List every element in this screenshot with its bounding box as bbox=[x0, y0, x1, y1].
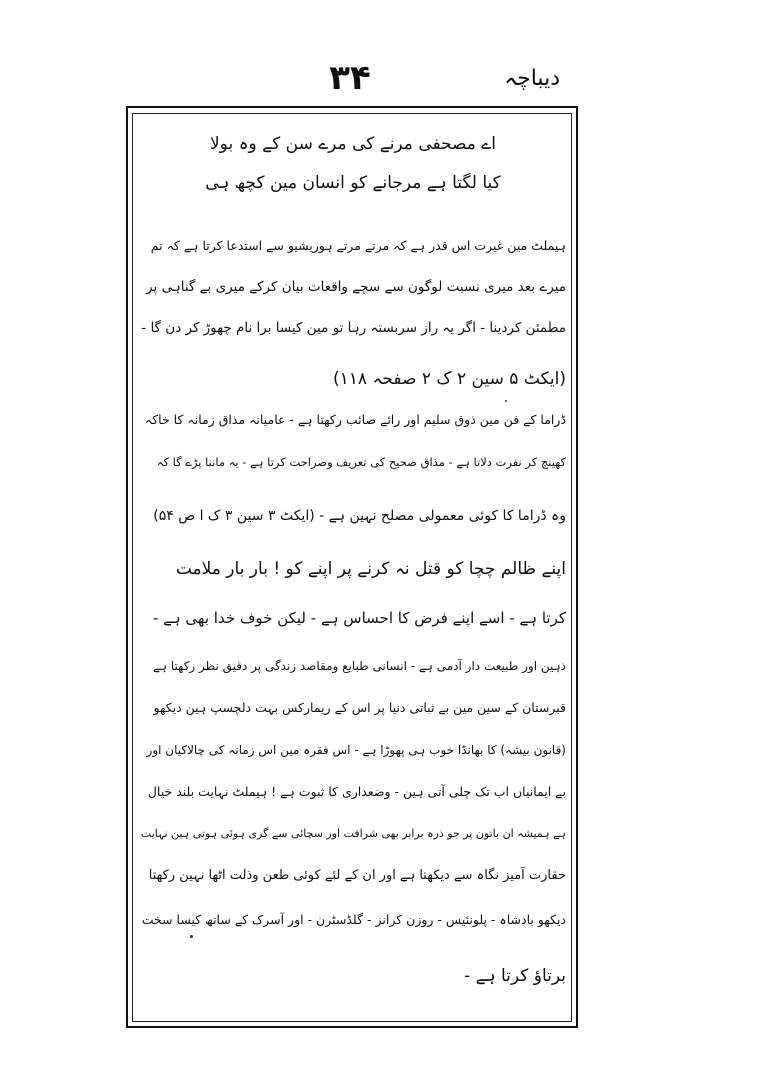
text-line: کرتا ہے - اسے اپنے فرض کا احساس ہے - لیکن خوف خدا بھی ہے - bbox=[152, 609, 566, 627]
verse-line-1: اے مصحفی مرنے کی مرے سن کے وہ بولا bbox=[209, 134, 496, 154]
text-line: قبرستان کے سین مین بے ثباتی دنیا پر اس کے ریمارکس بہت دلچسپ ہین دیکھو bbox=[153, 700, 566, 715]
page-number: ۳۴ bbox=[329, 58, 371, 98]
text-line: ہے ہمیشہ ان باتون پر جو ذرہ برابر بھی شرافت اور سچائی سے گری ہوئی ہوتی ہین نہایت bbox=[140, 827, 566, 840]
text-line: ہیملٹ مین غیرت اس قدر ہے کہ مرتے مرتے ہوریشیو سے استدعا کرتا ہے کہ تم bbox=[150, 238, 566, 253]
text-line: (قانون بیشہ) کا بھانڈا خوب ہی پھوڑا ہے - اس فقرہ مین اس زمانہ کی چالاکیان اور bbox=[146, 743, 566, 757]
scan-speck bbox=[505, 400, 507, 402]
running-header: دیباچہ bbox=[504, 66, 560, 91]
text-line: مطمئن کردینا - اگر یہ راز سربستہ رہا تو مین کیسا برا نام چھوڑ کر دن گا - bbox=[141, 320, 566, 336]
text-line: کھینچ کر نفرت دلاتا ہے - مذاق صحیح کی تعریف وصراحت کرتا ہے - یہ ماننا پڑے گا کہ bbox=[156, 455, 566, 469]
text-line: وہ ڈراما کا کوئی معمولی مصلح نہین ہے - (ایکٹ ۳ سین ۳ ک ا ص ۵۴) bbox=[153, 508, 566, 524]
text-line: ڈراما کے فن مین ذوق سلیم اور رائے صائب رکھتا ہے - عامیانہ مذاق زمانہ کا خاکہ bbox=[144, 412, 566, 427]
scan-speck bbox=[190, 935, 193, 938]
text-line: میرے بعد میری نسبت لوگون سے سچے واقعات بیان کرکے میری بے گناہی پر bbox=[146, 279, 566, 295]
verse-line-2: کیا لگتا ہے مرجانے کو انسان مین کچھ ہی bbox=[205, 173, 501, 193]
text-line: حقارت آمیز نگاہ سے دیکھتا ہے اور ان کے لئے کوئی طعن وذلت اٹھا نہین رکھتا bbox=[148, 868, 566, 883]
text-line: دیکھو بادشاہ - پلونئیس - روزن کرانز - گلڈسٹرن - اور آسرک کے ساتھ کیسا سخت bbox=[141, 912, 566, 927]
text-line: برتاؤ کرتا ہے - bbox=[464, 966, 566, 986]
citation-line: (ایکٹ ۵ سین ۲ ک ۲ صفحہ ۱۱۸) bbox=[333, 369, 566, 389]
text-line: بے ایمانیاں اب تک چلی آتی ہین - وضعداری کا ثبوت ہے ! ہیملٹ نہایت بلند خیال bbox=[147, 784, 566, 799]
text-line: ذہین اور طبیعت دار آدمی ہے - انسانی طبایع ومقاصد زندگی پر دقیق نظر رکھتا ہے bbox=[153, 659, 566, 673]
text-line: اپنے ظالم چچا کو قتل نہ کرنے پر اپنے کو ! بار بار ملامت bbox=[175, 559, 566, 579]
